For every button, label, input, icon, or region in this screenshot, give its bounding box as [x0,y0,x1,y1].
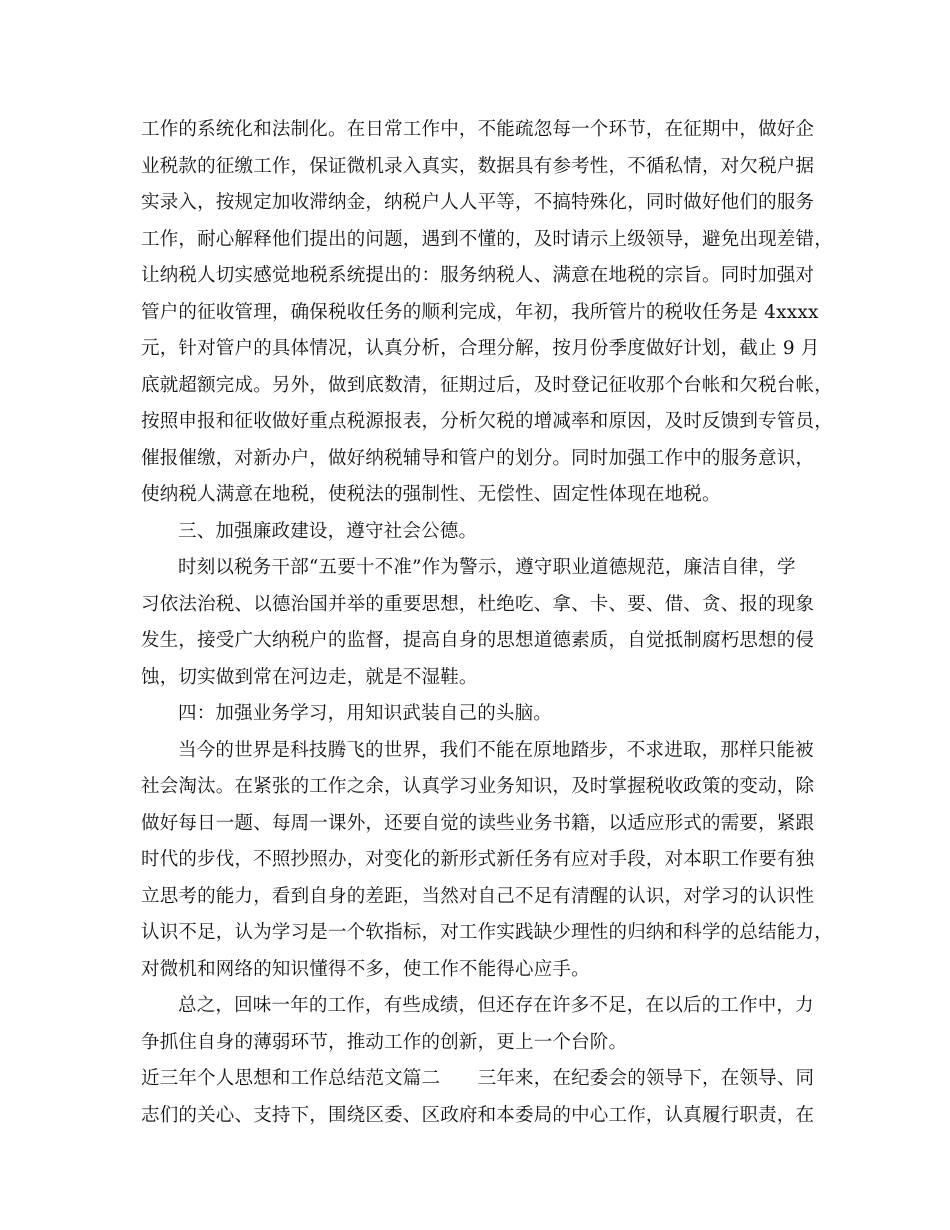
text-line-3: 实录入，按规定加收滞纳金，纳税户人人平等，不搞特殊化，同时做好他们的服务 [141,192,815,213]
paragraph-start-line: 当今的世界是科技腾飞的世界，我们不能在原地踏步，不求进取，那样只能被 [178,739,814,761]
text-line-2: 业税款的征缴工作，保证微机录入真实，数据具有参考性，不循私情，对欠税户据 [141,155,815,177]
text-line-14: 习依法治税、以德治国并举的重要思想，杜绝吃、拿、卡、要、借、贪、报的现象 [141,593,815,615]
text-line-26: 争抓住自身的薄弱环节，推动工作的创新，更上一个台阶。 [141,1031,628,1053]
text-line-6: 管户的征收管理，确保税收任务的顺利完成，年初，我所管片的税收任务是 4xxxx [141,301,819,323]
text-line-8: 底就超额完成。另外，做到底数清，征期过后，及时登记征收那个台帐和欠税台帐， [141,374,833,396]
text-line-21: 时代的步伐，不照抄照办，对变化的新形式新任务有应对手段，对本职工作要有独 [141,849,815,870]
paragraph-start-line: 总之，回味一年的工作，有些成绩，但还存在许多不足，在以后的工作中，力 [178,995,814,1016]
section-heading-four: 四：加强业务学习，用知识武装自己的头脑。 [178,703,553,724]
text-line-4: 工作，耐心解释他们提出的问题，遇到不懂的，及时请示上级领导，避免出现差错， [141,228,833,250]
text-line-24: 对微机和网络的知识懂得不多，使工作不能得心应手。 [141,958,590,980]
text-line-10: 催报催缴，对新办户，做好纳税辅导和管户的划分。同时加强工作中的服务意识， [141,447,815,469]
paragraph-start-line: 时刻以税务干部“五要十不准”作为警示，遵守职业道德规范，廉洁自律，学 [178,557,796,578]
text-line-23: 认识不足，认为学习是一个软指标，对工作实践缺少理性的归纳和科学的总结能力， [141,922,833,943]
text-line-15: 发生，接受广大纳税户的监督，提高自身的思想道德素质，自觉抵制腐朽思想的侵 [141,630,815,651]
text-line-1: 工作的系统化和法制化。在日常工作中，不能疏忽每一个环节，在征期中，做好企 [141,119,815,140]
text-line-22: 立思考的能力，看到自身的差距，当然对自己不足有清醒的认识，对学习的认识性 [141,885,815,907]
section-heading-three: 三、加强廉政建设，遵守社会公德。 [178,520,478,542]
text-line-20: 做好每日一题、每周一课外，还要自觉的读些业务书籍，以适应形式的需要，紧跟 [141,812,815,834]
text-line-11: 使纳税人满意在地税，使税法的强制性、无偿性、固定性体现在地税。 [141,484,721,505]
text-line-16: 蚀，切实做到常在河边走，就是不湿鞋。 [141,666,478,688]
text-line-19: 社会淘汰。在紧张的工作之余，认真学习业务知识，及时掌握税收政策的变动，除 [141,776,815,797]
document-body [141,112,833,1134]
text-line-5: 让纳税人切实感觉地税系统提出的：服务纳税人、满意在地税的宗旨。同时加强对 [141,265,815,286]
section-title-line: 近三年个人思想和工作总结范文篇二 三年来，在纪委会的领导下，在领导、同 [141,1068,815,1089]
text-line-28: 志们的关心、支持下，围绕区委、区政府和本委局的中心工作，认真履行职责，在 [141,1104,815,1126]
text-line-9: 按照申报和征收做好重点税源报表，分析欠税的增减率和原因，及时反馈到专管员， [141,411,833,432]
text-line-7: 元，针对管户的具体情况，认真分析，合理分解，按月份季度做好计划，截止 9 月 [141,338,820,359]
